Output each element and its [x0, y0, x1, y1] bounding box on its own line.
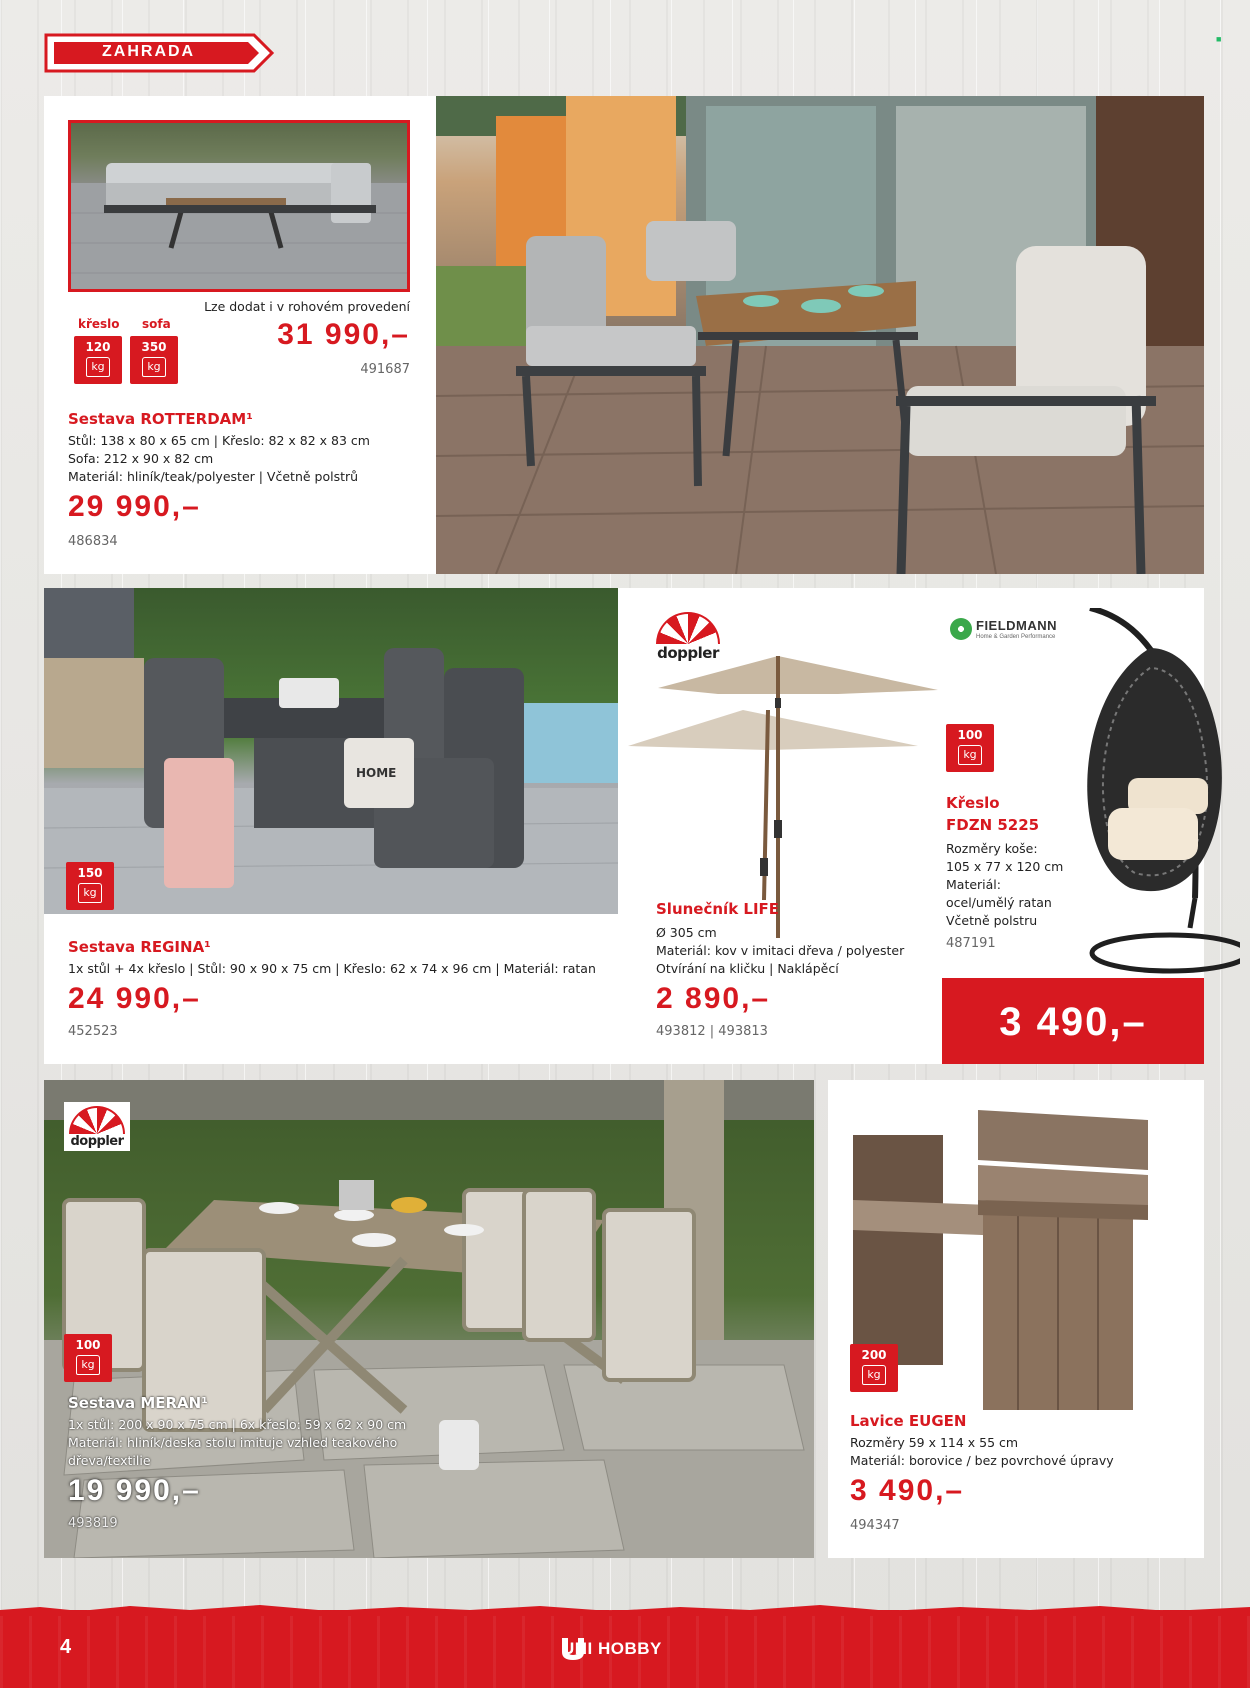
weight-badge	[64, 1334, 112, 1382]
page-number: 4	[60, 1636, 72, 1658]
weight-unit: kg	[78, 883, 102, 903]
eugen-spec-1: Rozměry 59 x 114 x 55 cm	[850, 1435, 1019, 1450]
weight-unit: kg	[86, 357, 110, 377]
rotterdam-title: Sestava ROTTERDAM¹	[68, 410, 253, 428]
rotterdam-spec-1: Stůl: 138 x 80 x 65 cm | Křeslo: 82 x 82 x 83 cm	[68, 433, 370, 448]
egg-chair-illustration	[1050, 608, 1240, 1008]
weight-value: 100	[75, 1338, 101, 1352]
life-spec-3: Otvírání na kličku | Naklápěcí	[656, 961, 839, 976]
eugen-price: 3 490,–	[850, 1474, 965, 1507]
weight-badge-chair	[74, 336, 122, 384]
life-spec-1: Ø 305 cm	[656, 925, 717, 940]
footer-brand: UNI HOBBY	[562, 1639, 662, 1658]
section-tag	[44, 33, 276, 73]
regina-card	[44, 914, 618, 1064]
meran-code: 493819	[68, 1516, 118, 1531]
rotterdam-spec-2: Sofa: 212 x 90 x 82 cm	[68, 451, 214, 466]
rotterdam-spec-3: Materiál: hliník/teak/polyester | Včetně polstrů	[68, 469, 359, 484]
eugen-spec-2: Materiál: borovice / bez povrchové úpravy	[850, 1453, 1114, 1468]
life-card	[618, 588, 940, 1064]
weight-unit: kg	[958, 745, 982, 765]
eugen-card	[828, 1080, 1204, 1558]
footer-torn-edge	[0, 1602, 1250, 1616]
rotterdam-corner-code: 491687	[360, 362, 410, 377]
life-price: 2 890,–	[656, 982, 771, 1015]
eugen-title: Lavice EUGEN	[850, 1412, 967, 1430]
rotterdam-corner-price: 31 990,–	[277, 318, 410, 351]
fdzn-price: 3 490,–	[999, 1000, 1147, 1044]
weight-unit: kg	[142, 357, 166, 377]
life-code: 493812 | 493813	[656, 1024, 768, 1039]
weight-value: 120	[85, 340, 111, 354]
fdzn-title-line1: Křeslo	[946, 794, 1000, 812]
meran-spec-3: dřeva/textilie	[68, 1453, 151, 1468]
meran-spec-1: 1x stůl: 200 x 90 x 75 cm | 6x křeslo: 59 x 62 x 90 cm	[68, 1417, 407, 1432]
rotterdam-code: 486834	[68, 534, 118, 549]
weight-badge-sofa	[130, 336, 178, 384]
section-title: ZAHRADA	[102, 43, 196, 60]
fieldmann-tagline: Home & Garden Performance	[976, 634, 1056, 640]
fieldmann-leaf-icon	[950, 618, 972, 640]
weight-label-sofa: sofa	[142, 317, 171, 331]
weight-unit: kg	[862, 1365, 886, 1385]
fieldmann-logo-text: FIELDMANN	[976, 618, 1058, 633]
rotterdam-price: 29 990,–	[68, 490, 201, 523]
fdzn-spec-1: Rozměry koše:	[946, 841, 1038, 856]
eugen-code: 494347	[850, 1518, 900, 1533]
regina-code: 452523	[68, 1024, 118, 1039]
regina-illustration	[44, 588, 618, 914]
fdzn-spec-4: ocel/umělý ratan	[946, 895, 1052, 910]
weight-badge	[66, 862, 114, 910]
patio-illustration	[436, 96, 1204, 574]
regina-price: 24 990,–	[68, 982, 201, 1015]
weight-badge	[946, 724, 994, 772]
fdzn-spec-2: 105 x 77 x 120 cm	[946, 859, 1064, 874]
fdzn-price-banner	[942, 978, 1204, 1064]
meran-photo	[44, 1080, 814, 1558]
fdzn-card	[940, 588, 1204, 1064]
rotterdam-card	[44, 96, 436, 574]
life-title: Slunečník LIFE	[656, 900, 780, 918]
footer-bar	[0, 1610, 1250, 1688]
doppler-umbrella-icon	[69, 1106, 125, 1134]
weight-value: 100	[957, 728, 983, 742]
cushion-text: HOME	[356, 766, 397, 780]
life-spec-2: Materiál: kov v imitaci dřeva / polyester	[656, 943, 905, 958]
doppler-logo	[64, 1102, 130, 1151]
rotterdam-corner-note: Lze dodat i v rohovém provedení	[204, 299, 410, 314]
regina-photo	[44, 588, 618, 914]
rotterdam-main-photo	[436, 96, 1204, 574]
fdzn-spec-3: Materiál:	[946, 877, 1001, 892]
footer-logo	[560, 1636, 690, 1662]
fdzn-code: 487191	[946, 936, 996, 951]
fdzn-spec-5: Včetně polstru	[946, 913, 1038, 928]
meran-title: Sestava MERAN¹	[68, 1394, 208, 1412]
weight-value: 200	[861, 1348, 887, 1362]
regina-title: Sestava REGINA¹	[68, 938, 211, 956]
rotterdam-corner-illustration	[71, 123, 410, 292]
weight-unit: kg	[76, 1355, 100, 1375]
rotterdam-corner-photo	[68, 120, 410, 292]
doppler-logo-text: doppler	[657, 644, 719, 662]
bench-illustration	[848, 1090, 1188, 1420]
meran-price: 19 990,–	[68, 1474, 201, 1507]
weight-badge	[850, 1344, 898, 1392]
weight-value: 150	[77, 866, 103, 880]
weight-label-chair: křeslo	[78, 317, 120, 331]
regina-spec: 1x stůl + 4x křeslo | Stůl: 90 x 90 x 75 cm | Křeslo: 62 x 74 x 96 cm | Materiál: ratan	[68, 961, 596, 976]
doppler-logo-text: doppler	[70, 1134, 124, 1149]
fdzn-title-line2: FDZN 5225	[946, 816, 1040, 834]
weight-value: 350	[141, 340, 167, 354]
corner-mark: ■	[1216, 34, 1222, 44]
meran-spec-2: Materiál: hliník/deska stolu imituje vzhled teakového	[68, 1435, 398, 1450]
